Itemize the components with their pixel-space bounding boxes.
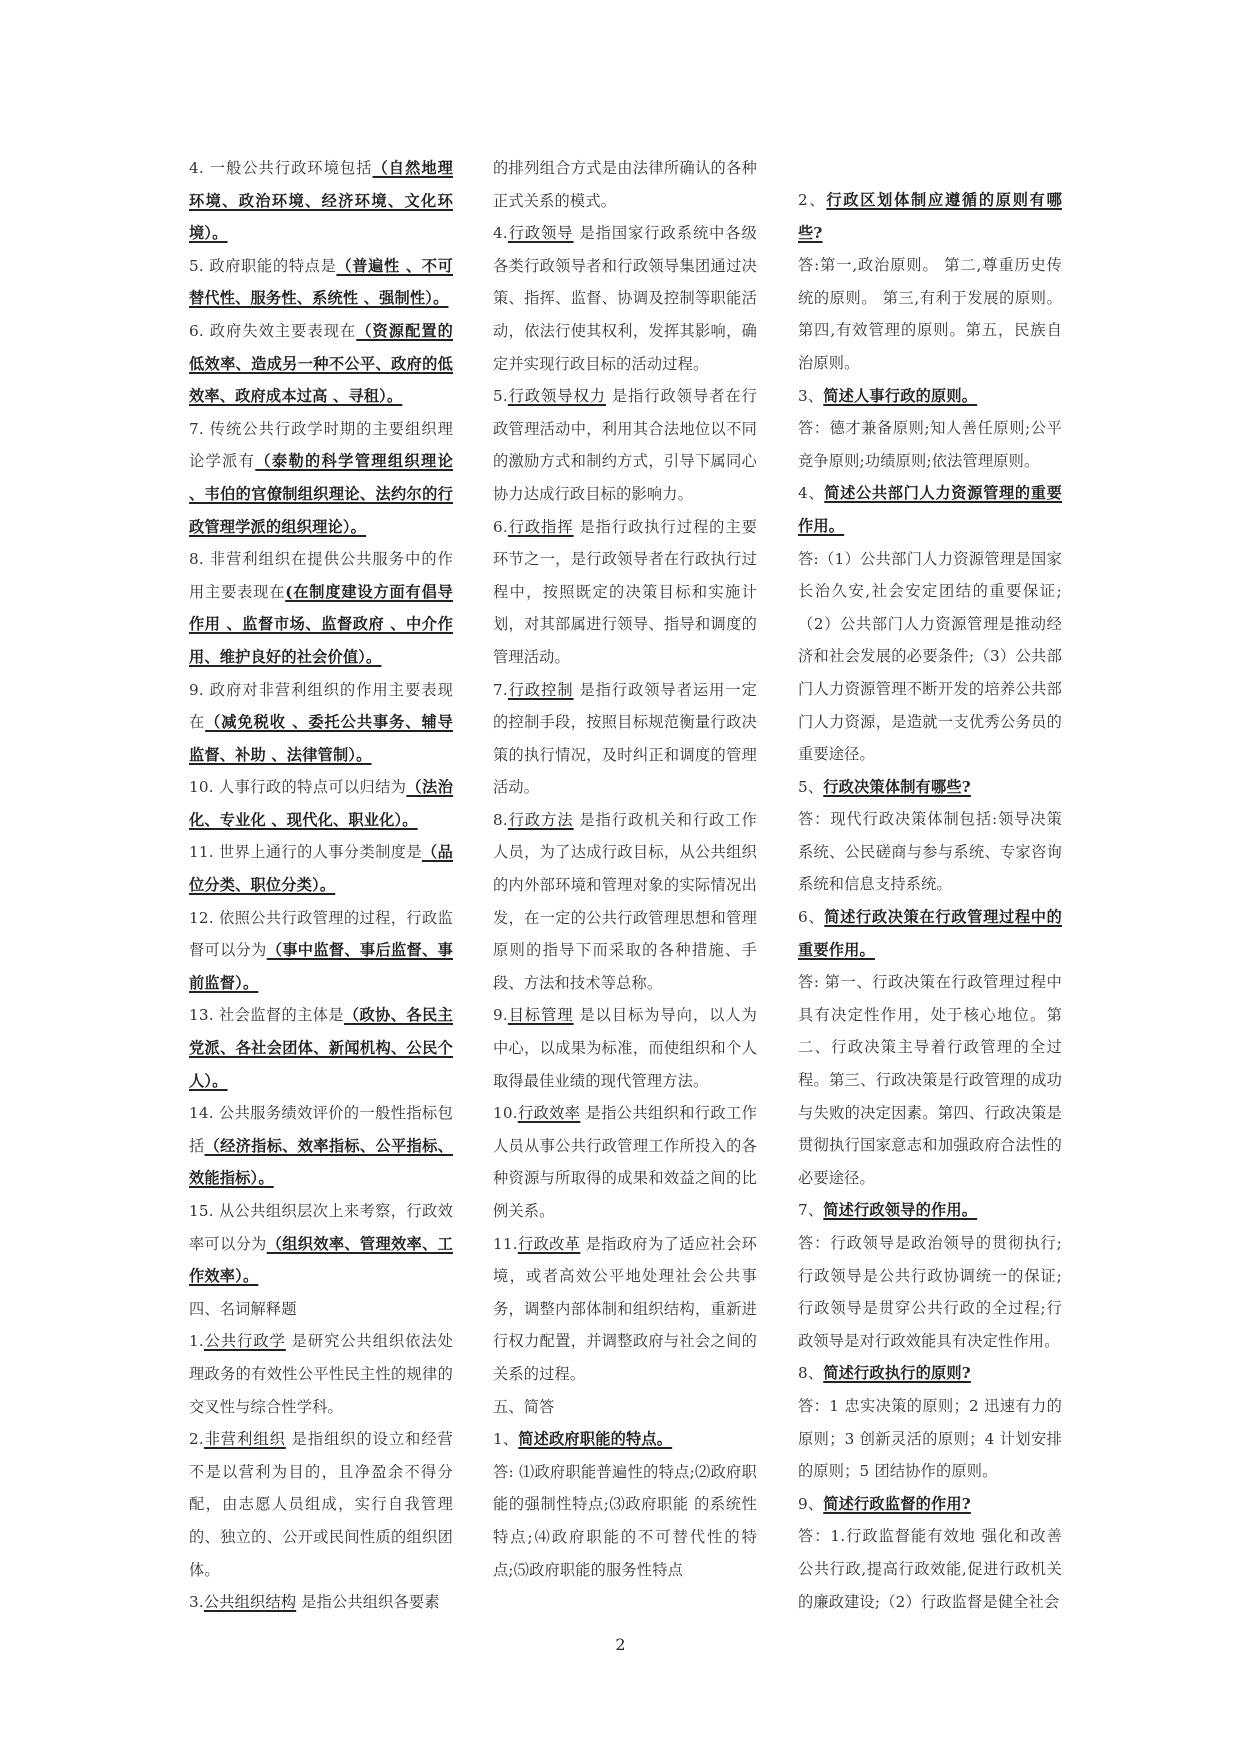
text-segment: 5、 [798,777,824,796]
text-segment: 9. [493,1006,508,1025]
paragraph [189,1586,453,1619]
text-segment: 五、简答 [493,1397,555,1416]
paragraph [189,836,453,901]
text-segment: 1. [189,1332,204,1351]
paragraph [189,315,453,413]
question-text: 简述政府职能的特点。 [518,1430,673,1449]
text-segment: 7. 传统公共行政学时期的主要组织理论学派有 [189,419,453,471]
paragraph [798,1194,1062,1227]
page-number: 2 [615,1635,626,1654]
paragraph [189,413,453,543]
text-segment: 是指行政领导者在行政管理活动中，利用其合法地位以不同的激励方式和制约方式，引导下属同心协力达成行政目标的影响力。 [493,387,758,503]
text-segment: 8. [493,810,508,829]
answer-text: （经济指标、效率指标、公平指标、效能指标）。 [189,1136,454,1188]
paragraph [493,999,757,1097]
text-segment: 答：1.行政监督能有效地 强化和改善公共行政,提高行政效能,促进行政机关的廉政建设;（2）行政监督是健全社会 [798,1527,1062,1611]
text-segment: 4. 一般公共行政环境包括 [189,159,373,177]
text-segment: 2. [189,1430,204,1449]
answer-text: （事中监督、事后监督、事前监督）。 [189,941,454,992]
term-text: 非营利组织 [203,1430,286,1449]
text-segment: 是指行政机关和行政工作人员，为了达成行政目标，从公共组织的内外部环境和管理对象的实际情况出发，在一定的公共行政管理思想和管理原则的指导下而采取的各种措施、手段、方法和技术等总称。 [493,810,757,992]
paragraph [798,803,1062,901]
answer-text: （减免税收 、委托公共事务、辅导监督、补助 、法律管制）。 [189,713,453,764]
paragraph [189,543,453,673]
answer-text: （泰勒的科学管理组织理论 、韦伯的官僚制组织理论、法约尔的行政管理学派的组织理论）。 [189,452,453,536]
paragraph [798,184,1062,249]
text-segment: 四、名词解释题 [189,1299,297,1318]
text-segment: 12. 依照公共行政管理的过程，行政监督可以分为 [189,908,453,960]
paragraph [493,1423,757,1456]
text-segment: 的排列组合方式是由法律所确认的各种正式关系的模式。 [493,159,757,210]
paragraph [798,966,1062,1194]
paragraph [798,249,1062,379]
question-text: 简述行政领导的作用。 [823,1201,978,1220]
question-text: 简述公共部门人力资源管理的重要作用。 [798,484,1062,535]
paragraph [798,380,1062,413]
paragraph [493,804,757,1000]
text-segment: 3、 [798,386,824,405]
text-segment: 4. [493,224,508,243]
text-segment: 4、 [798,484,825,503]
paragraph [189,1423,453,1586]
term-text: 行政领导权力 [507,387,607,406]
paragraph [798,901,1062,966]
paragraph [798,771,1062,804]
text-segment: 是以目标为导向，以人为中心，以成果为标准，而使组织和个人取得最佳业绩的现代管理方法。 [493,1006,757,1090]
term-text: 行政控制 [507,680,574,699]
text-segment: 9. 政府对非营利组织的作用主要表现在 [189,680,453,732]
paragraph [798,1227,1062,1357]
paragraph [798,1357,1062,1390]
term-text: 目标管理 [507,1006,574,1025]
paragraph [189,152,453,250]
term-text: 行政领导 [507,224,574,243]
paragraph [493,1097,757,1227]
text-segment: 是指国家行政系统中各级各类行政领导者和行政领导集团通过决策、指挥、监督、协调及控制等职能活动，依法行使其权利，发挥其影响，确定并实现行政目标的活动过程。 [493,224,757,373]
text-segment: 答：德才兼备原则;知人善任原则;公平竞争原则;功绩原则;依法管理原则。 [798,419,1062,470]
text-segment: 是指行政执行过程的主要环节之一，是行政领导者在行政执行过程中，按照既定的决策目标和实施计划，对其部属进行领导、指导和调度的管理活动。 [493,517,757,666]
text-segment: 10. [493,1104,518,1123]
text-segment: 答: 第一、行政决策在行政管理过程中具有决定性作用，处于核心地位。第二、行政决策主导着行政管理的全过程。第三、行政决策是行政管理的成功与失败的决定因素。第四、行政决策是贯彻执行国家意志和加强政府合法性的必要途径。 [798,973,1062,1187]
text-segment: 答:（1）公共部门人力资源管理是国家长治久安,社会安定团结的重要保证;（2）公共部门人力资源管理是推动经济和社会发展的必要条件;（3）公共部门人力资源管理不断开发的培养公共部门人力资源，是造就一支优秀公务员的重要途径。 [798,549,1062,764]
text-segment: 9、 [798,1494,824,1513]
answer-text: （自然地理环境、政治环境、经济环境、文化环境）。 [189,159,454,243]
text-segment: 是指政府为了适应社会环境，或者高效公平地处理社会公共事务，调整内部体制和组织结构，重新进行权力配置，并调整政府与社会之间的关系的过程。 [493,1234,757,1383]
paragraph [189,250,453,315]
paragraph [189,999,453,1097]
text-segment: 5. 政府职能的特点是 [189,256,337,275]
text-segment: 5. [493,387,508,406]
paragraph [493,1391,757,1424]
text-segment: 13. 社会监督的主体是 [189,1006,344,1025]
text-segment: 答：1 忠实决策的原则；2 迅速有力的原则；3 创新灵活的原则；4 计划安排的原则；5 团结协作的原则。 [798,1396,1062,1481]
paragraph [189,902,453,1000]
question-text: 简述人事行政的原则。 [823,386,978,405]
text-segment: 是指组织的设立和经营不是以营利为目的，且净盈余不得分配，由志愿人员组成，实行自我管理的、独立的、公开或民间性质的组织团体。 [189,1430,454,1579]
paragraph [189,1195,453,1293]
term-text: 行政效率 [517,1104,581,1123]
paragraph [189,674,453,772]
column-1 [189,152,453,1619]
term-text: 公共组织结构 [203,1593,297,1612]
column-2 [493,152,757,1586]
text-segment: 3. [189,1593,204,1612]
paragraph [798,477,1062,542]
column-3 [798,184,1062,1618]
text-segment: 6. 政府失效主要表现在 [189,321,357,340]
text-segment: 6. [493,517,508,536]
question-text: 简述行政决策在行政管理过程中的重要作用。 [798,908,1062,959]
text-segment: 是研究公共组织依法处理政务的有效性公平性民主性的规律的交叉性与综合性学科。 [189,1332,454,1416]
paragraph [493,511,757,674]
text-segment: 1、 [493,1430,519,1449]
text-segment: 10. 人事行政的特点可以归结为 [189,778,407,797]
answer-text: （资源配置的低效率、造成另一种不公平、政府的低效率、政府成本过高 、寻租）。 [189,321,453,406]
paragraph [493,674,757,804]
text-segment: 8、 [798,1364,824,1383]
text-segment: 答：行政领导是政治领导的贯彻执行;行政领导是公共行政协调统一的保证;行政领导是贯穿公共行政的全过程;行政领导是对行政效能具有决定性作用。 [798,1234,1062,1350]
paragraph [189,1325,453,1423]
paragraph [493,1228,757,1391]
text-segment: 答：现代行政决策体制包括:领导决策系统、公民磋商与参与系统、专家咨询系统和信息支持系统。 [798,810,1062,894]
paragraph [798,412,1062,477]
paragraph [493,380,757,510]
text-segment: 6、 [798,908,825,927]
answer-text: (在制度建设方面有倡导作用 、监督市场、监督政府 、中介作用、维护良好的社会价值）。 [189,582,453,666]
paragraph [798,1520,1062,1618]
answer-text: （政协、各民主党派、各社会团体、新闻机构、公民个人）。 [189,1006,453,1090]
text-segment: 2、 [798,191,827,209]
text-segment: 15. 从公共组织层次上来考察，行政效率可以分为 [189,1202,453,1253]
paragraph [493,152,757,217]
answer-text: （组织效率、管理效率、工作效率）。 [189,1234,454,1286]
paragraph [189,1097,453,1195]
term-text: 行政方法 [507,810,574,829]
question-text: 行政区划体制应遵循的原则有哪些? [798,191,1062,242]
answer-text: （普遍性 、不可替代性、服务性、系统性 、强制性）。 [189,256,453,308]
paragraph [798,1390,1062,1488]
paragraph [493,1456,757,1586]
text-segment: 14. 公共服务绩效评价的一般性指标包括 [189,1104,453,1155]
answer-text: （法治化、专业化 、现代化、职业化）。 [189,778,453,829]
question-text: 简述行政监督的作用? [823,1494,971,1513]
answer-text: （品位分类、职位分类）。 [189,843,453,895]
text-segment: 8. 非营利组织在提供公共服务中的作用主要表现在 [189,550,453,601]
question-text: 简述行政执行的原则? [823,1364,971,1383]
paragraph [798,543,1062,771]
term-text: 行政改革 [517,1234,581,1253]
text-segment: 答:第一,政治原则。 第二,尊重历史传统的原则。 第三,有利于发展的原则。第四,有效管理的原则。第五，民族自治原则。 [798,256,1062,372]
paragraph [493,217,757,380]
paragraph [189,1293,453,1326]
term-text: 公共行政学 [203,1332,286,1351]
text-segment: 答: ⑴政府职能普遍性的特点;⑵政府职能的强制性特点;⑶政府职能 的系统性特点;⑷政府职能的不可替代性的特点;⑸政府职能的服务性特点 [493,1462,757,1579]
text-segment: 是指行政领导者运用一定的控制手段，按照目标规范衡量行政决策的执行情况，及时纠正和调度的管理活动。 [493,680,757,797]
text-segment: 7. [493,680,508,699]
paragraph [189,771,453,836]
question-text: 行政决策体制有哪些? [823,777,971,796]
text-segment: 是指公共组织和行政工作人员从事公共行政管理工作所投入的各种资源与所取得的成果和效益之间的比例关系。 [493,1104,757,1220]
paragraph [798,1488,1062,1521]
text-segment: 7、 [798,1201,824,1220]
term-text: 行政指挥 [507,517,574,536]
text-segment: 11. 世界上通行的人事分类制度是 [189,843,422,862]
text-segment: 11. [493,1234,518,1253]
text-segment: 是指公共组织各要素 [296,1593,440,1612]
